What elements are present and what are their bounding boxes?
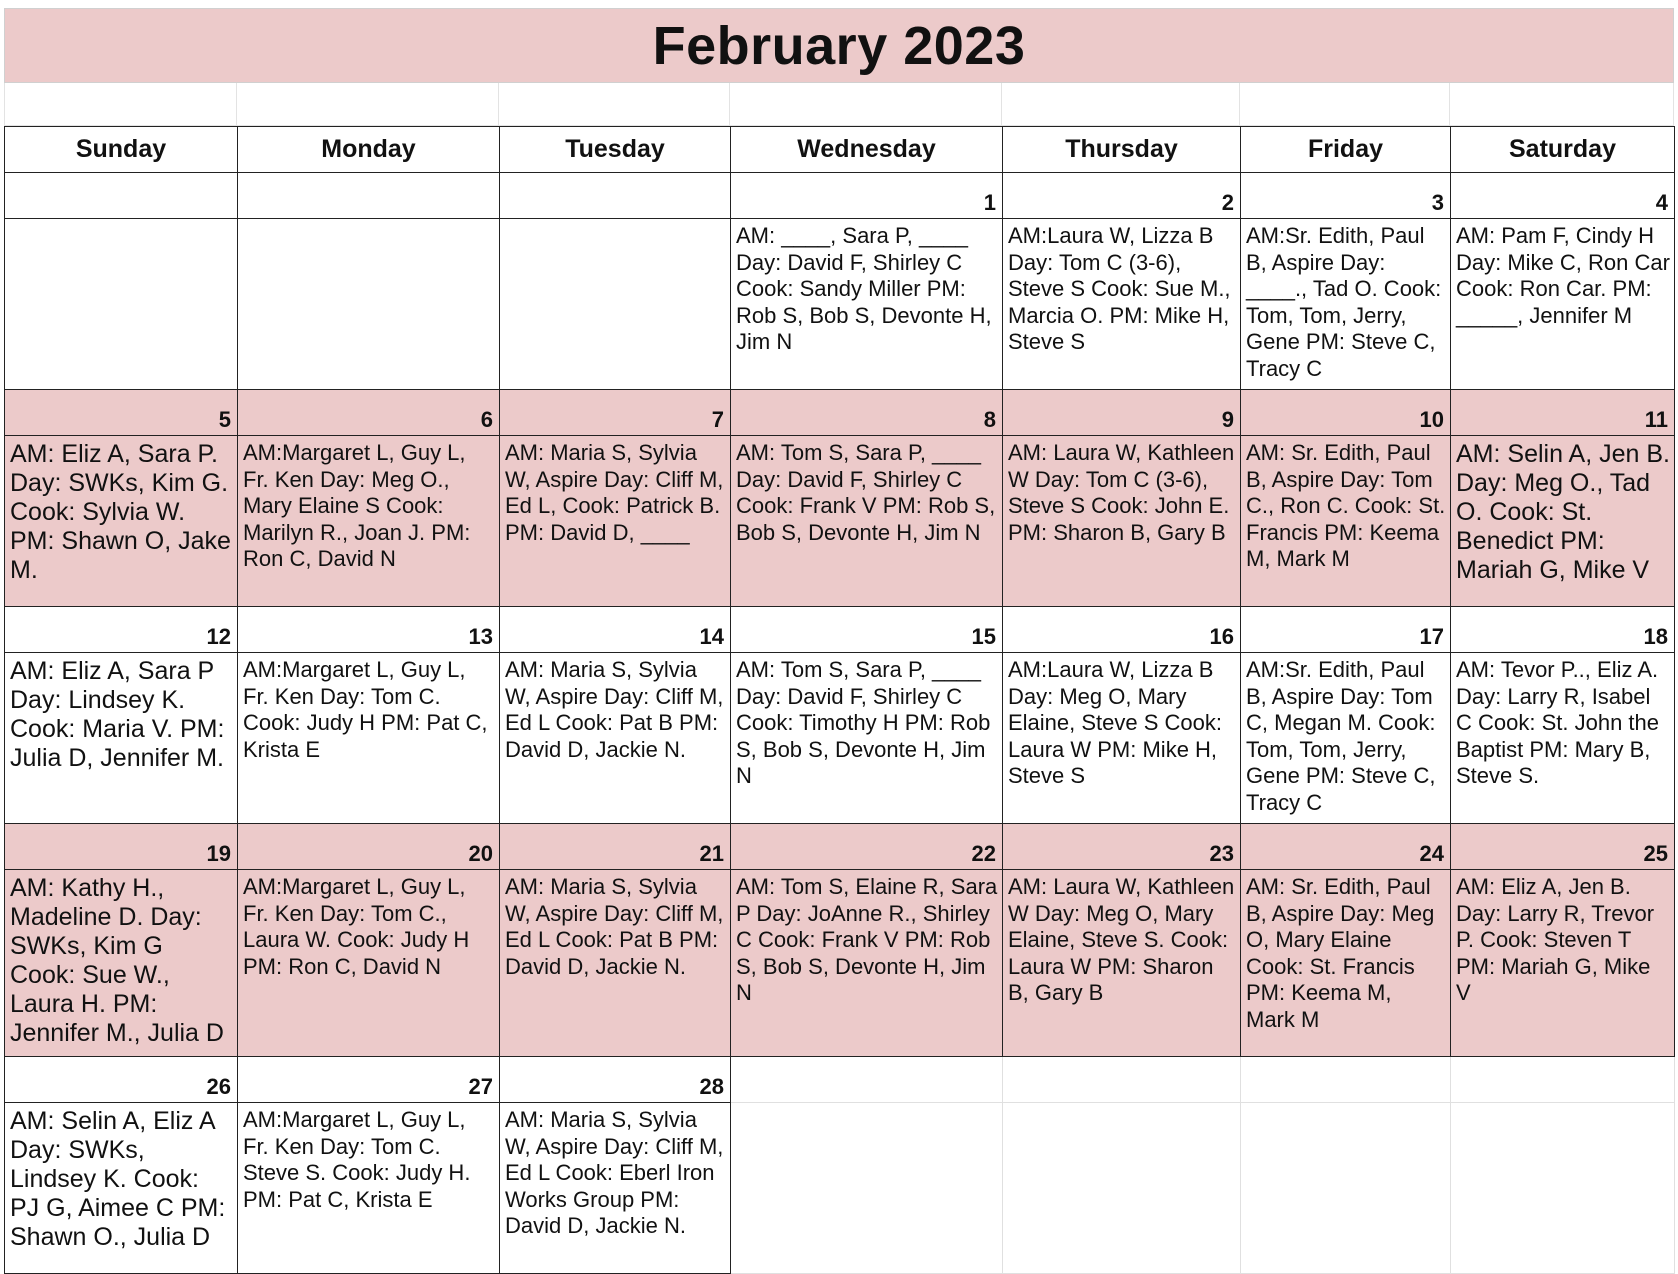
- day-number: [5, 173, 238, 219]
- calendar-sheet: [4, 8, 1674, 1274]
- day-schedule-text: AM: Sr. Edith, Paul B, Aspire Day: Meg O, Mary Elaine Cook: St. Francis PM: Keema M, Mark M: [1241, 870, 1451, 1057]
- day-schedule-text: [5, 219, 238, 390]
- day-schedule-text: [1241, 1103, 1451, 1274]
- week-schedule-row: [5, 870, 1675, 1057]
- day-schedule-text: AM: Laura W, Kathleen W Day: Tom C (3-6), Steve S Cook: John E. PM: Sharon B, Gary B: [1003, 436, 1241, 607]
- day-schedule-text: [1003, 1103, 1241, 1274]
- week-date-row: [5, 607, 1675, 653]
- day-number: 11: [1451, 390, 1675, 436]
- day-number: 16: [1003, 607, 1241, 653]
- day-number: 24: [1241, 824, 1451, 870]
- day-schedule-text: AM: Eliz A, Sara P. Day: SWKs, Kim G. Cook: Sylvia W. PM: Shawn O, Jake M.: [5, 436, 238, 607]
- weekday-header: Sunday: [5, 127, 238, 173]
- day-schedule-text: AM: Selin A, Eliz A Day: SWKs, Lindsey K. Cook: PJ G, Aimee C PM: Shawn O., Julia D: [5, 1103, 238, 1274]
- day-schedule-text: AM: Tom S, Sara P, ____ Day: David F, Shirley C Cook: Frank V PM: Rob S, Bob S, Devonte H, Jim N: [731, 436, 1003, 607]
- day-number: [1451, 1057, 1675, 1103]
- day-schedule-text: AM:Laura W, Lizza B Day: Meg O, Mary Elaine, Steve S Cook: Laura W PM: Mike H, Steve S: [1003, 653, 1241, 824]
- day-schedule-text: AM: Maria S, Sylvia W, Aspire Day: Cliff M, Ed L Cook: Pat B PM: David D, Jackie N.: [500, 653, 731, 824]
- day-number: 10: [1241, 390, 1451, 436]
- day-number: [731, 1057, 1003, 1103]
- day-number: [1241, 1057, 1451, 1103]
- week-date-row: [5, 1057, 1675, 1103]
- day-number: 17: [1241, 607, 1451, 653]
- day-number: 14: [500, 607, 731, 653]
- day-schedule-text: AM: Selin A, Jen B. Day: Meg O., Tad O. Cook: St. Benedict PM: Mariah G, Mike V: [1451, 436, 1675, 607]
- day-number: 27: [238, 1057, 500, 1103]
- day-number: 20: [238, 824, 500, 870]
- day-number: 6: [238, 390, 500, 436]
- day-schedule-text: [1451, 1103, 1675, 1274]
- spacer-row: [4, 83, 1674, 126]
- day-number: 18: [1451, 607, 1675, 653]
- day-number: 19: [5, 824, 238, 870]
- day-number: 22: [731, 824, 1003, 870]
- day-number: 15: [731, 607, 1003, 653]
- day-schedule-text: [500, 219, 731, 390]
- weekday-header: Saturday: [1451, 127, 1675, 173]
- day-number: 12: [5, 607, 238, 653]
- day-schedule-text: AM: Sr. Edith, Paul B, Aspire Day: Tom C., Ron C. Cook: St. Francis PM: Keema M, Mark M: [1241, 436, 1451, 607]
- day-number: 25: [1451, 824, 1675, 870]
- day-schedule-text: AM:Sr. Edith, Paul B, Aspire Day: Tom C, Megan M. Cook: Tom, Tom, Jerry, Gene PM: Steve C, Tracy C: [1241, 653, 1451, 824]
- day-number: 13: [238, 607, 500, 653]
- weekday-header: Thursday: [1003, 127, 1241, 173]
- day-number: 26: [5, 1057, 238, 1103]
- weekday-header: Wednesday: [731, 127, 1003, 173]
- day-number: 4: [1451, 173, 1675, 219]
- day-number: [238, 173, 500, 219]
- day-schedule-text: AM:Margaret L, Guy L, Fr. Ken Day: Meg O., Mary Elaine S Cook: Marilyn R., Joan J. PM: Ron C, David N: [238, 436, 500, 607]
- week-schedule-row: [5, 1103, 1675, 1274]
- day-number: 8: [731, 390, 1003, 436]
- day-number: 3: [1241, 173, 1451, 219]
- week-schedule-row: [5, 219, 1675, 390]
- day-number: 1: [731, 173, 1003, 219]
- day-schedule-text: AM:Margaret L, Guy L, Fr. Ken Day: Tom C. Steve S. Cook: Judy H. PM: Pat C, Krista E: [238, 1103, 500, 1274]
- week-schedule-row: [5, 653, 1675, 824]
- day-schedule-text: AM: Eliz A, Jen B. Day: Larry R, Trevor P. Cook: Steven T PM: Mariah G, Mike V: [1451, 870, 1675, 1057]
- day-number: 5: [5, 390, 238, 436]
- week-date-row: [5, 173, 1675, 219]
- day-number: 21: [500, 824, 731, 870]
- day-number: 28: [500, 1057, 731, 1103]
- day-schedule-text: AM: ____, Sara P, ____ Day: David F, Shirley C Cook: Sandy Miller PM: Rob S, Bob S, Devonte H, Jim N: [731, 219, 1003, 390]
- weekday-header: Monday: [238, 127, 500, 173]
- day-number: 23: [1003, 824, 1241, 870]
- day-schedule-text: AM: Eliz A, Sara P Day: Lindsey K. Cook: Maria V. PM: Julia D, Jennifer M.: [5, 653, 238, 824]
- weekday-header-row: [5, 127, 1675, 173]
- day-schedule-text: AM:Laura W, Lizza B Day: Tom C (3-6), Steve S Cook: Sue M., Marcia O. PM: Mike H, Steve S: [1003, 219, 1241, 390]
- day-number: 7: [500, 390, 731, 436]
- calendar-title: February 2023: [4, 8, 1674, 83]
- day-number: [500, 173, 731, 219]
- day-schedule-text: AM: Pam F, Cindy H Day: Mike C, Ron Car Cook: Ron Car. PM: _____, Jennifer M: [1451, 219, 1675, 390]
- weekday-header: Friday: [1241, 127, 1451, 173]
- day-schedule-text: AM: Maria S, Sylvia W, Aspire Day: Cliff M, Ed L Cook: Pat B PM: David D, Jackie N.: [500, 870, 731, 1057]
- day-schedule-text: AM: Laura W, Kathleen W Day: Meg O, Mary Elaine, Steve S. Cook: Laura W PM: Sharon B, Gary B: [1003, 870, 1241, 1057]
- day-schedule-text: [238, 219, 500, 390]
- day-number: [1003, 1057, 1241, 1103]
- week-date-row: [5, 390, 1675, 436]
- weekday-header: Tuesday: [500, 127, 731, 173]
- day-schedule-text: AM:Margaret L, Guy L, Fr. Ken Day: Tom C. Cook: Judy H PM: Pat C, Krista E: [238, 653, 500, 824]
- week-schedule-row: [5, 436, 1675, 607]
- day-schedule-text: AM: Tevor P.., Eliz A. Day: Larry R, Isabel C Cook: St. John the Baptist PM: Mary B, Steve S.: [1451, 653, 1675, 824]
- day-number: 9: [1003, 390, 1241, 436]
- day-schedule-text: AM: Maria S, Sylvia W, Aspire Day: Cliff M, Ed L, Cook: Patrick B. PM: David D, ____: [500, 436, 731, 607]
- day-number: 2: [1003, 173, 1241, 219]
- day-schedule-text: AM: Maria S, Sylvia W, Aspire Day: Cliff M, Ed L Cook: Eberl Iron Works Group PM: David D, Jackie N.: [500, 1103, 731, 1274]
- day-schedule-text: AM: Tom S, Sara P, ____ Day: David F, Shirley C Cook: Timothy H PM: Rob S, Bob S, Devonte H, Jim N: [731, 653, 1003, 824]
- day-schedule-text: AM:Sr. Edith, Paul B, Aspire Day: ____., Tad O. Cook: Tom, Tom, Jerry, Gene PM: Steve C, Tracy C: [1241, 219, 1451, 390]
- calendar-grid: [4, 126, 1675, 1274]
- day-schedule-text: AM:Margaret L, Guy L, Fr. Ken Day: Tom C., Laura W. Cook: Judy H PM: Ron C, David N: [238, 870, 500, 1057]
- day-schedule-text: AM: Kathy H., Madeline D. Day: SWKs, Kim G Cook: Sue W., Laura H. PM: Jennifer M., Julia D: [5, 870, 238, 1057]
- day-schedule-text: AM: Tom S, Elaine R, Sara P Day: JoAnne R., Shirley C Cook: Frank V PM: Rob S, Bob S, Devonte H, Jim N: [731, 870, 1003, 1057]
- day-schedule-text: [731, 1103, 1003, 1274]
- week-date-row: [5, 824, 1675, 870]
